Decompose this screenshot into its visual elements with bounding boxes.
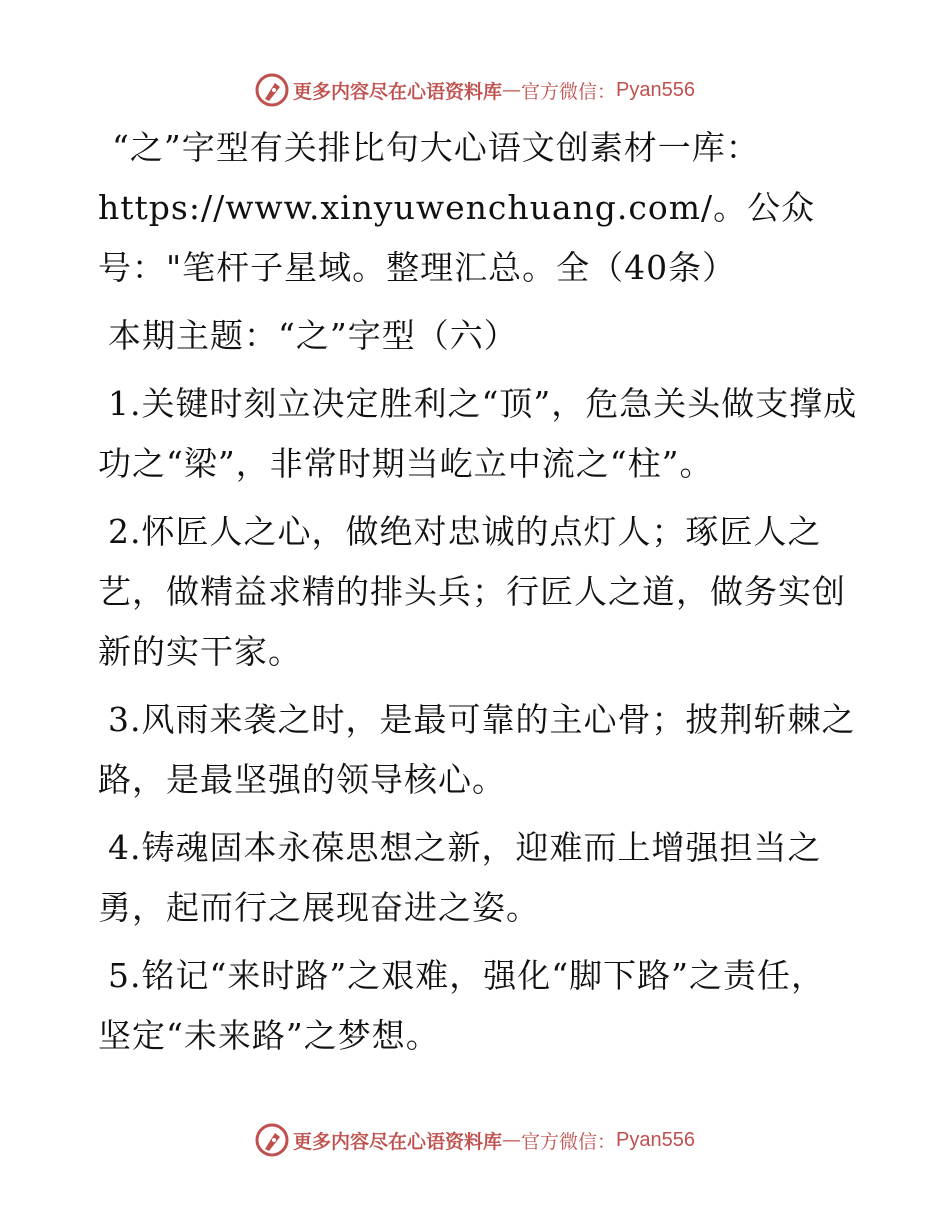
header-banner-wechat-id: Pyan556 bbox=[616, 78, 695, 101]
footer-banner-separator: — bbox=[502, 1129, 522, 1151]
theme-heading: 本期主题：“之”字型（六） bbox=[108, 316, 518, 355]
pen-nib-logo-icon bbox=[255, 1123, 289, 1157]
header-banner-inner bbox=[255, 73, 695, 107]
intro-paragraph: “之”字型有关排比句大心语文创素材一库：https://www.xinyuwenchuang.com/。公众号："笔杆子星域。整理汇总。全（40条） bbox=[98, 128, 816, 287]
document-body bbox=[98, 118, 858, 1074]
list-item: 1.关键时刻立决定胜利之“顶”，危急关头做支撑成功之“梁”，非常时期当屹立中流之“柱”。 bbox=[98, 384, 858, 483]
list-item: 2.怀匠人之心，做绝对忠诚的点灯人；琢匠人之艺，做精益求精的排头兵；行匠人之道，做务实创新的实干家。 bbox=[98, 512, 846, 671]
list-item: 3.风雨来袭之时，是最可靠的主心骨；披荆斩棘之路，是最坚强的领导核心。 bbox=[98, 700, 856, 799]
header-banner-text: 更多内容尽在心语资料库 bbox=[293, 80, 503, 103]
footer-banner-text: 更多内容尽在心语资料库 bbox=[293, 1130, 503, 1153]
footer-banner-official: 官方微信： bbox=[521, 1130, 617, 1153]
header-banner-official: 官方微信： bbox=[521, 80, 617, 103]
list-item: 5.铭记“来时路”之艰难，强化“脚下路”之责任，坚定“未来路”之梦想。 bbox=[98, 956, 825, 1055]
header-banner-separator: — bbox=[502, 79, 522, 101]
footer-banner bbox=[0, 1120, 950, 1160]
pen-nib-logo-icon bbox=[255, 73, 289, 107]
footer-banner-wechat-id: Pyan556 bbox=[616, 1128, 695, 1151]
header-banner bbox=[0, 70, 950, 110]
list-item: 4.铸魂固本永葆思想之新，迎难而上增强担当之勇，起而行之展现奋进之姿。 bbox=[98, 828, 822, 927]
footer-banner-inner bbox=[255, 1123, 695, 1157]
